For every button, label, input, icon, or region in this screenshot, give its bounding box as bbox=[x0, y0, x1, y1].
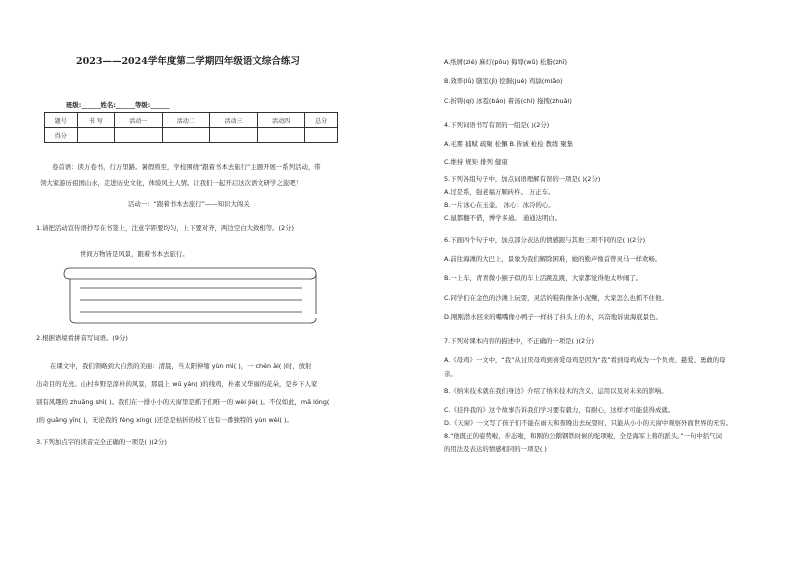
question-5: 5.下列各组句子中，加点词语理解有误的一项是( )(2分) bbox=[444, 175, 601, 183]
intro-line-1: 卷首语：读万卷书，行万里路。暑假将至，学校围绕“跟着书本去旅行”主题开展一系列活动，带 bbox=[52, 163, 321, 171]
right-column bbox=[444, 0, 764, 561]
q3-option-a: A.纸屑(zié) 麻灯(pǒu) 侮辱(wǔ) 松脂(zhī) bbox=[444, 58, 567, 66]
q6-option-c: C.同学们在金色的沙滩上玩耍，灵活的鞋钩像条小泥鳅，大家怎么也抓不住他。 bbox=[444, 294, 668, 302]
passage-line-3: 别有风趣的 zhuāng shì( )。我们在一排小小的天窗里是抓于们唯一的 wèi jiè( )。不仅如此，mǎ lóng( bbox=[36, 398, 330, 406]
q7-option-b: B.《纳米技术就在我们身边》介绍了纳米技术的含义、运用以及对未来的影响。 bbox=[444, 387, 668, 395]
q5-option-a: A.过是系，强老福万顺砖杵。 万正车。 bbox=[444, 188, 555, 196]
question-2: 2.根据语境看拼音写词语。(9分) bbox=[36, 334, 128, 342]
question-4: 4.下列词语书写有误的一组是( )(2分) bbox=[444, 121, 550, 129]
left-column bbox=[36, 0, 386, 561]
q4-option-c: C.维持 规矩 排列 健康 bbox=[444, 158, 508, 166]
q7-option-d: D.《天窗》一文写了孩子们不能在雨天和夜晚出去玩耍时，只能从小小的天窗中观察外面世界的无穷。 bbox=[444, 419, 733, 427]
table-cell: 活动二 bbox=[162, 113, 210, 128]
question-3: 3.下列加点字的读音完全正确的一项是( )(2分) bbox=[36, 438, 167, 446]
q4-options-ab: A.毛雾 捕赋 疏聚 松懈 B.皆诚 枪检 教练 聚集 bbox=[444, 140, 574, 148]
table-cell bbox=[162, 128, 210, 143]
table-cell: 总分 bbox=[305, 113, 338, 128]
question-8-line-2: 的用法及表达的情感相同的一项是( ) bbox=[444, 445, 547, 453]
intro-line-2: 领大家游历祖国山水，走进历史文化，体验风土人情。让我们一起开启这次语文研学之旅吧！ bbox=[40, 179, 303, 187]
table-cell: 活动一 bbox=[114, 113, 162, 128]
q5-option-c: C.鼠都翻不借，博学多通。 通通达明白。 bbox=[444, 214, 562, 222]
student-info-line: 班级:______姓名:______等级:______ bbox=[66, 101, 170, 109]
q3-option-c: C.折铸(qí) 冰雹(báo) 着汤(chí) 拖拽(zhuài) bbox=[444, 97, 572, 105]
passage-line-1: 在课文中，我们领略到大自然的美丽：清晨，当太阳伸缩 yùn mì( )，一 chén ài( )时，放射 bbox=[50, 362, 312, 370]
question-1-copy-text: 世间万物皆是风景，跟着书本去旅行。 bbox=[80, 250, 189, 258]
question-7: 7.下列对课本内容的描述中，不正确的一项是( )(2分) bbox=[444, 337, 594, 345]
question-6: 6.下面四个句子中，加点部分表达的情感跟与其他三项不同的是( )(2分) bbox=[444, 236, 646, 244]
scroll-writing-box[interactable] bbox=[60, 262, 320, 324]
q6-option-b: B.一上车，青青微小猴子似的车上活跳乱跳，大家都觉得他太吵闹了。 bbox=[444, 274, 643, 282]
table-cell bbox=[257, 128, 305, 143]
passage-line-4: )的 guāng yīn( )，无论我的 fèng xíng( )还是是枯折的枝丫也有一番独特的 yùn wèi( )。 bbox=[36, 416, 293, 424]
q7-option-a-line-1: A.《母鸡》一文中，“我”从讨厌母鸡到喜爱母鸡是因为“我”看到母鸡成为一个负责、慈爱、勇敢的母 bbox=[444, 356, 726, 364]
table-cell bbox=[210, 128, 258, 143]
question-1: 1.请把活动宣传语抄写在书签上，注意字距要均匀，上下要对齐，两边空白大致相等。(2分) bbox=[36, 224, 294, 232]
q5-option-b: B.一片冰心在玉壶。 冰心：冰冷的心。 bbox=[444, 201, 555, 209]
table-cell: 题号 bbox=[45, 113, 78, 128]
q7-option-c: C.《挂件我的》这个故事告诉我们学习要有毅力，有耐心，这样才可能获得成就。 bbox=[444, 406, 675, 414]
q3-option-b: B.效率(lǜ) 膳室(jì) 挖掘(jué) 鸡舔(miǎo) bbox=[444, 77, 563, 85]
score-table bbox=[44, 112, 338, 143]
q6-option-d: D.刚刚潜水回来的嘴嘴像小鸭子一样抖了抖头上的水，兴奋地诉说海底景色。 bbox=[444, 313, 662, 321]
score-table-score-row bbox=[45, 128, 338, 143]
table-cell: 书 写 bbox=[77, 113, 114, 128]
table-cell bbox=[77, 128, 114, 143]
passage-line-2: 出奇目的光亮。山村乡野是淳朴的风景，那晨上 wū yán( )的线鸡，朴素又华丽的花朵，是乡下人家 bbox=[36, 380, 318, 388]
table-cell: 得分 bbox=[45, 128, 78, 143]
table-cell: 活动四 bbox=[257, 113, 305, 128]
q7-option-a-line-2: 亲。 bbox=[444, 370, 457, 378]
table-cell bbox=[305, 128, 338, 143]
score-table-header-row bbox=[45, 113, 338, 128]
table-cell bbox=[114, 128, 162, 143]
page-title: 2023——2024学年度第二学期四年级语文综合练习 bbox=[76, 56, 300, 67]
activity-1-heading: 活动一：“跟着书本去旅行”——知识大闯关 bbox=[128, 200, 250, 208]
table-cell: 活动三 bbox=[210, 113, 258, 128]
q6-option-a: A.前往海滩的大巴上，景象为我们解除困难，她的勤声像首曾灵马一样欢畅。 bbox=[444, 255, 662, 263]
question-8-line-1: 8.“他既正的姿势啦，步态啦，和刚的公鹅钢铁时候的驼项啦，全是海军上将的派头。”一句中括气词 bbox=[444, 432, 722, 440]
